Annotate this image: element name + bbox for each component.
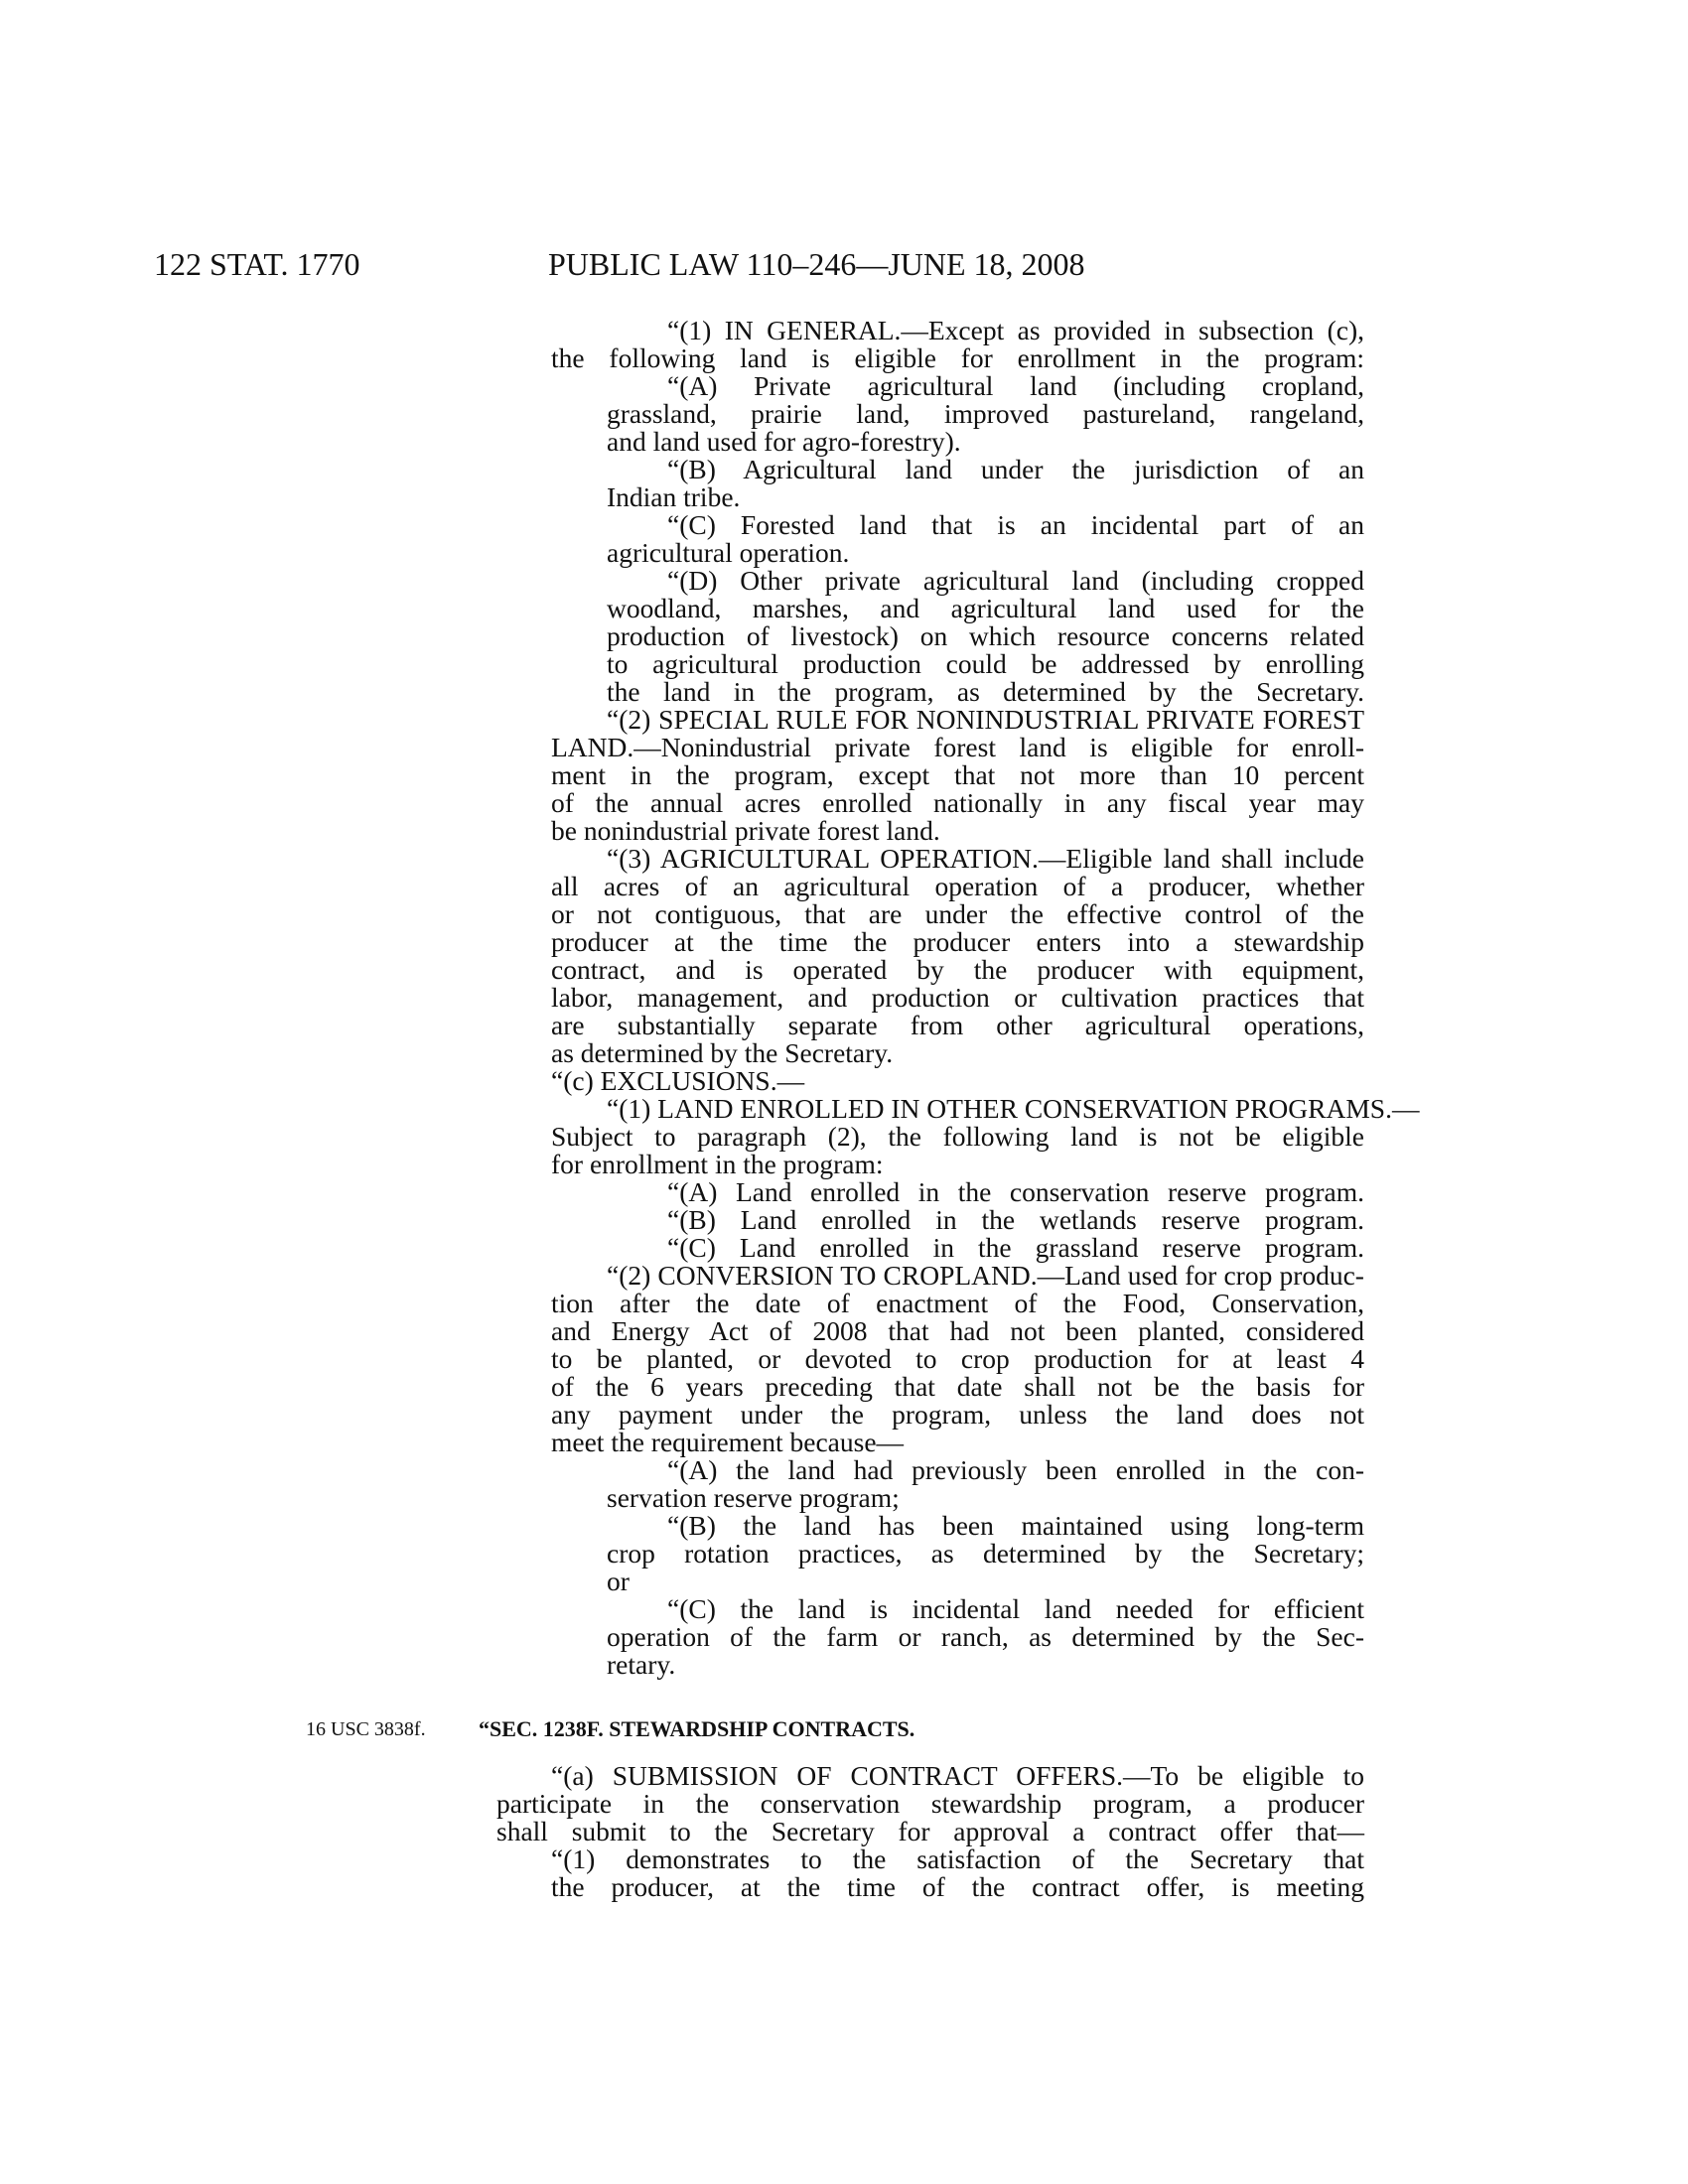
text-line: and Energy Act of 2008 that had not been planted, considered [551, 1315, 1364, 1346]
text-line: shall submit to the Secretary for approval a contract offer that— [496, 1816, 1364, 1846]
text-line: meet the requirement because— [551, 1427, 905, 1457]
text-line: “(B) Agricultural land under the jurisdiction of an [667, 454, 1364, 484]
text-line: LAND.—Nonindustrial private forest land is eligible for enroll- [551, 732, 1364, 762]
text-line: Indian tribe. [607, 481, 741, 512]
text-line: and land used for agro-forestry). [607, 426, 961, 457]
text-line: the land in the program, as determined by the Secretary. [607, 676, 1364, 707]
section-heading: “SEC. 1238F. STEWARDSHIP CONTRACTS. [479, 1716, 915, 1741]
text-line: “(A) the land had previously been enrolled in the con- [667, 1454, 1364, 1485]
text-line: to be planted, or devoted to crop production for at least 4 [551, 1343, 1364, 1374]
text-line: “(2) SPECIAL RULE FOR NONINDUSTRIAL PRIVATE FOREST [607, 704, 1364, 735]
text-line: “(C) Land enrolled in the grassland reserve program. [667, 1232, 1364, 1263]
text-line: “(c) EXCLUSIONS.— [551, 1065, 805, 1096]
text-line: to agricultural production could be addressed by enrolling [607, 648, 1364, 679]
text-line: “(B) the land has been maintained using long-term [667, 1510, 1364, 1541]
text-line: “(A) Land enrolled in the conservation reserve program. [667, 1176, 1364, 1207]
text-line: the following land is eligible for enrollment in the program: [551, 342, 1364, 373]
text-line: or not contiguous, that are under the effective control of the [551, 898, 1364, 929]
text-line: agricultural operation. [607, 537, 850, 568]
text-line: be nonindustrial private forest land. [551, 815, 940, 846]
text-line: “(C) the land is incidental land needed for efficient [667, 1593, 1364, 1624]
text-line: “(a) SUBMISSION OF CONTRACT OFFERS.—To be eligible to [551, 1760, 1364, 1791]
text-line: “(2) CONVERSION TO CROPLAND.—Land used for crop produc- [607, 1260, 1364, 1291]
text-line: “(1) demonstrates to the satisfaction of the Secretary that [551, 1843, 1364, 1874]
text-line: any payment under the program, unless the land does not [551, 1399, 1364, 1430]
text-line: Subject to paragraph (2), the following land is not be eligible [551, 1121, 1364, 1152]
text-line: contract, and is operated by the producer with equipment, [551, 954, 1364, 985]
page-number-stat: 122 STAT. 1770 [154, 246, 360, 282]
text-line: the producer, at the time of the contract offer, is meeting [551, 1871, 1364, 1902]
text-line: woodland, marshes, and agricultural land used for the [607, 593, 1364, 623]
running-header: PUBLIC LAW 110–246—JUNE 18, 2008 [548, 246, 1085, 282]
text-line: operation of the farm or ranch, as determined by the Sec- [607, 1621, 1364, 1652]
text-line: are substantially separate from other agricultural operations, [551, 1010, 1364, 1040]
text-line: production of livestock) on which resource concerns related [607, 620, 1364, 651]
text-line: all acres of an agricultural operation of a producer, whether [551, 871, 1364, 901]
text-line: ment in the program, except that not more than 10 percent [551, 759, 1364, 790]
text-line: “(C) Forested land that is an incidental part of an [667, 509, 1364, 540]
text-line: “(B) Land enrolled in the wetlands reserve program. [667, 1204, 1364, 1235]
text-line: of the 6 years preceding that date shall not be the basis for [551, 1371, 1364, 1402]
text-line: tion after the date of enactment of the Food, Conservation, [551, 1288, 1364, 1318]
text-line: grassland, prairie land, improved pastureland, rangeland, [607, 398, 1364, 429]
text-line: for enrollment in the program: [551, 1149, 884, 1179]
text-line: “(1) LAND ENROLLED IN OTHER CONSERVATION PROGRAMS.— [607, 1093, 1420, 1124]
text-line: of the annual acres enrolled nationally in any fiscal year may [551, 787, 1364, 818]
text-line: crop rotation practices, as determined by the Secretary; [607, 1538, 1364, 1569]
text-line: labor, management, and production or cultivation practices that [551, 982, 1364, 1013]
text-line: “(1) IN GENERAL.—Except as provided in subsection (c), [667, 315, 1364, 345]
text-line: servation reserve program; [607, 1482, 900, 1513]
text-line: as determined by the Secretary. [551, 1037, 894, 1068]
text-line: or [607, 1566, 630, 1596]
margin-citation: 16 USC 3838f. [306, 1718, 426, 1740]
text-line: producer at the time the producer enters into a stewardship [551, 926, 1364, 957]
text-line: “(D) Other private agricultural land (including cropped [667, 565, 1364, 596]
text-line: “(A) Private agricultural land (including cropland, [667, 370, 1364, 401]
text-line: retary. [607, 1649, 676, 1680]
text-line: participate in the conservation stewardship program, a producer [496, 1788, 1364, 1819]
text-line: “(3) AGRICULTURAL OPERATION.—Eligible land shall include [607, 843, 1364, 874]
